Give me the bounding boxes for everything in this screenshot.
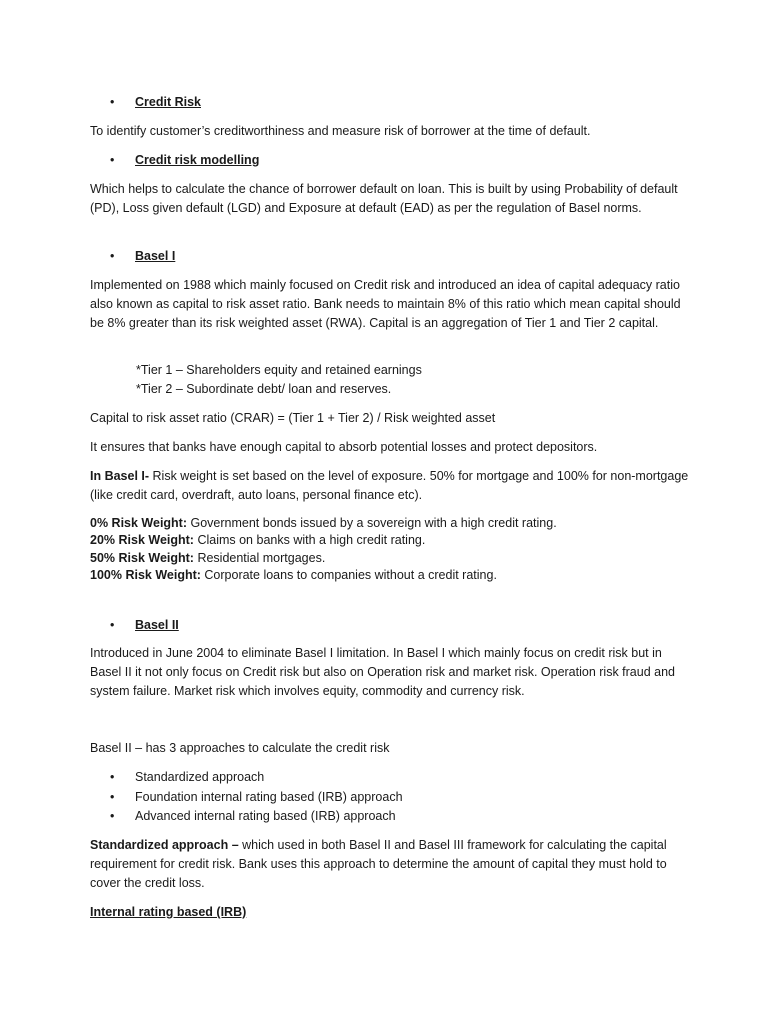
bullet-icon: •: [110, 770, 115, 784]
credit-risk-modelling-heading: Credit risk modelling: [135, 153, 260, 167]
in-basel-1-paragraph: [90, 467, 690, 505]
basel-1-text: Implemented on 1988 which mainly focused on Credit risk and introduced an idea of capital adequacy ratio also known as capital to risk asset ratio. Bank needs to maintain 8% of this ratio which mean capital should be 8% greater than its risk weighted asset (RWA). Capital is an aggregation of Tier 1 and Tier 2 capital.: [90, 278, 681, 330]
tier-2-line: *Tier 2 – Subordinate debt/ loan and reserves.: [136, 382, 392, 396]
approach-label: Standardized approach: [135, 770, 265, 784]
basel-2-text: Introduced in June 2004 to eliminate Basel I limitation. In Basel I which mainly focus on credit risk but in Basel II it not only focus on Credit risk but also on Operation risk and market risk. Operation risk fraud and system failure. Market risk which involves equity, commodity and currency risk.: [90, 646, 675, 698]
risk-weight-row: [90, 550, 325, 568]
credit-risk-text: To identify customer’s creditworthiness and measure risk of borrower at the time of default.: [90, 124, 591, 138]
bullet-icon: •: [110, 153, 115, 167]
bullet-icon: •: [110, 618, 115, 632]
risk-weight-row: [90, 515, 557, 533]
risk-weight-label: 0% Risk Weight:: [90, 516, 188, 530]
basel-2-heading: Basel II: [135, 618, 179, 632]
risk-weight-text: Claims on banks with a high credit rating.: [193, 533, 426, 547]
credit-risk-heading: Credit Risk: [135, 95, 201, 109]
approach-label: Foundation internal rating based (IRB) approach: [135, 790, 403, 804]
irb-heading-paragraph: [90, 903, 690, 922]
risk-weight-label: 20% Risk Weight:: [90, 533, 194, 547]
tier-1-line: *Tier 1 – Shareholders equity and retained earnings: [136, 363, 422, 377]
crar-formula: Capital to risk asset ratio (CRAR) = (Tier 1 + Tier 2) / Risk weighted asset: [90, 411, 496, 425]
bullet-icon: •: [110, 249, 115, 263]
basel-1-heading: Basel I: [135, 249, 176, 263]
in-basel-1-text: Risk weight is set based on the level of exposure. 50% for mortgage and 100% for non-mortgage (like credit card, overdraft, auto loans, personal finance etc).: [90, 469, 689, 502]
bullet-icon: •: [110, 809, 115, 823]
basel-1-ensures-text: It ensures that banks have enough capital to absorb potential losses and protect depositors.: [90, 440, 598, 454]
in-basel-1-label: In Basel I-: [90, 469, 150, 483]
risk-weight-row: [90, 532, 425, 550]
risk-weight-label: 50% Risk Weight:: [90, 551, 194, 565]
risk-weight-text: Corporate loans to companies without a credit rating.: [200, 568, 497, 582]
irb-heading: Internal rating based (IRB): [90, 905, 247, 919]
risk-weight-row: [90, 567, 497, 585]
risk-weight-text: Residential mortgages.: [193, 551, 326, 565]
bullet-icon: •: [110, 95, 115, 109]
standardized-approach-paragraph: [90, 836, 690, 893]
standardized-approach-text: which used in both Basel II and Basel III framework for calculating the capital requirement for credit risk. Bank uses this approach to determine the amount of capital they must hold to cover the credit loss.: [90, 838, 667, 890]
risk-weight-text: Government bonds issued by a sovereign with a high credit rating.: [187, 516, 557, 530]
basel-2-approaches-intro: Basel II – has 3 approaches to calculate the credit risk: [90, 741, 390, 755]
credit-risk-modelling-text: Which helps to calculate the chance of borrower default on loan. This is built by using Probability of default (PD), Loss given default (LGD) and Exposure at default (EAD) as per the regulation of Basel norms.: [90, 182, 678, 215]
approach-label: Advanced internal rating based (IRB) approach: [135, 809, 396, 823]
bullet-icon: •: [110, 790, 115, 804]
standardized-approach-label: Standardized approach –: [90, 838, 239, 852]
risk-weight-label: 100% Risk Weight:: [90, 568, 201, 582]
